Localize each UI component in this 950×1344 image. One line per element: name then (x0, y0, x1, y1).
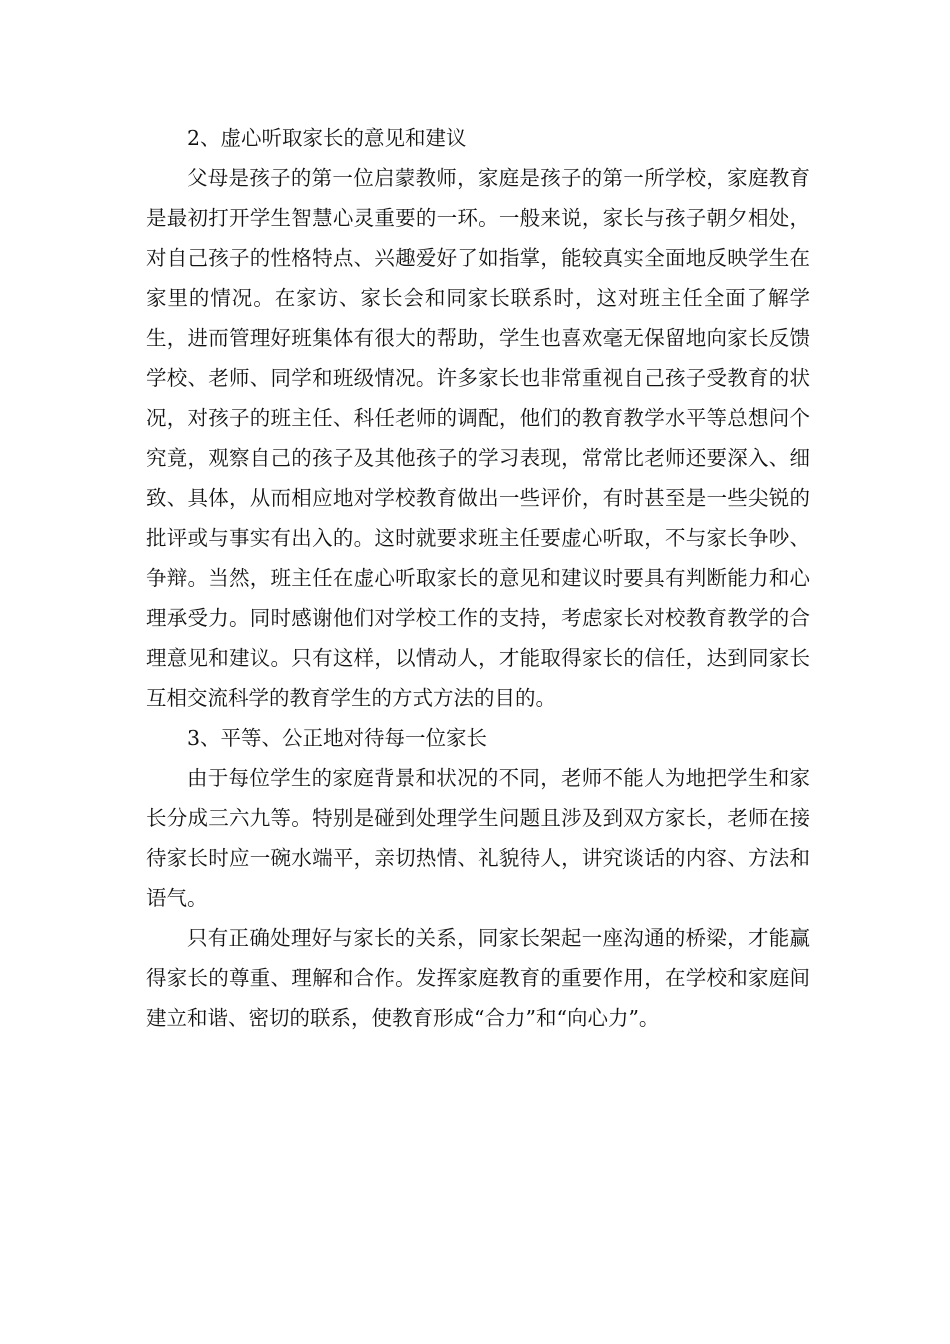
section-heading-3: 3、平等、公正地对待每一位家长 (187, 726, 488, 750)
section-paragraph-3: 由于每位学生的家庭背景和状况的不同，老师不能人为地把学生和家长分成三六九等。特别是碰到处理学生问题且涉及到双方家长，老师在接待家长时应一碗水端平，亲切热情、礼貌待人，讲究谈话的内容、方法和语气。 (146, 766, 810, 910)
section-heading-2: 2、虚心听取家长的意见和建议 (187, 126, 467, 150)
document-page (146, 118, 810, 1038)
conclusion-paragraph: 只有正确处理好与家长的关系，同家长架起一座沟通的桥梁，才能赢得家长的尊重、理解和合作。发挥家庭教育的重要作用，在学校和家庭间建立和谐、密切的联系，使教育形成“合力”和“向心力”。 (146, 926, 810, 1030)
section-paragraph-2: 父母是孩子的第一位启蒙教师，家庭是孩子的第一所学校，家庭教育是最初打开学生智慧心灵重要的一环。一般来说，家长与孩子朝夕相处，对自己孩子的性格特点、兴趣爱好了如指掌，能较真实全面地反映学生在家里的情况。在家访、家长会和同家长联系时，这对班主任全面了解学生，进而管理好班集体有很大的帮助，学生也喜欢毫无保留地向家长反馈学校、老师、同学和班级情况。许多家长也非常重视自己孩子受教育的状况，对孩子的班主任、科任老师的调配，他们的教育教学水平等总想问个究竟，观察自己的孩子及其他孩子的学习表现，常常比老师还要深入、细致、具体，从而相应地对学校教育做出一些评价，有时甚至是一些尖锐的批评或与事实有出入的。这时就要求班主任要虚心听取，不与家长争吵、争辩。当然，班主任在虚心听取家长的意见和建议时要具有判断能力和心理承受力。同时感谢他们对学校工作的支持，考虑家长对校教育教学的合理意见和建议。只有这样，以情动人，才能取得家长的信任，达到同家长互相交流科学的教育学生的方式方法的目的。 (146, 166, 810, 710)
